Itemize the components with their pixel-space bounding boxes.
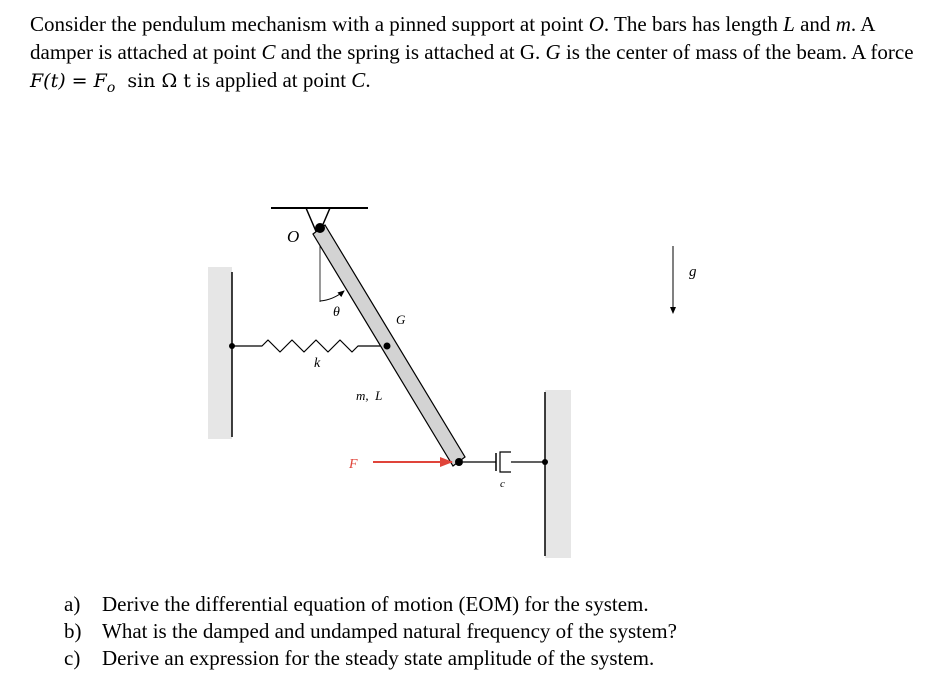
question-label: a) — [64, 592, 81, 616]
question-text: What is the damped and undamped natural frequency of the system? — [102, 619, 677, 643]
label-theta: θ — [333, 305, 340, 320]
statement-text: Consider the pendulum mechanism with a pinned support at point — [30, 12, 584, 36]
statement-text: . — [365, 68, 371, 92]
question-item — [64, 645, 677, 672]
pivot-o — [315, 223, 325, 233]
right-wall — [545, 390, 571, 558]
statement-text: and the spring is attached at G. — [280, 40, 541, 64]
question-label: c) — [64, 646, 81, 670]
force-expression-main: F(t) = F — [30, 70, 107, 92]
length-symbol: L — [783, 12, 795, 36]
label-k: k — [314, 356, 321, 371]
force-expression-sub: o — [106, 79, 116, 96]
question-item — [64, 591, 677, 618]
spring-wall-joint — [229, 343, 235, 349]
question-text: Derive an expression for the steady state amplitude of the system. — [102, 646, 655, 670]
statement-text: and — [800, 12, 831, 36]
statement-text: is applied at point — [196, 68, 347, 92]
point-g-dot — [384, 343, 391, 350]
label-damper-c: c — [500, 478, 505, 490]
point-c-symbol: C — [351, 68, 366, 92]
point-o-symbol: O — [588, 12, 604, 36]
label-g: G — [396, 312, 406, 327]
questions-list — [64, 591, 677, 672]
point-c-dot — [455, 458, 463, 466]
question-label: b) — [64, 619, 82, 643]
left-wall — [208, 267, 232, 439]
point-g-symbol: G — [545, 40, 561, 64]
damper-wall-joint — [542, 459, 548, 465]
label-mass-length: m, L — [356, 388, 383, 403]
theta-arc — [320, 291, 344, 301]
force-expression-sin: sin Ω t — [127, 70, 191, 92]
label-gravity: g — [689, 264, 697, 280]
question-item — [64, 618, 677, 645]
statement-text: . A damper is attached at point — [30, 12, 875, 64]
point-c-symbol: C — [261, 40, 276, 64]
statement-text: . The bars has length — [603, 12, 778, 36]
label-force: F — [349, 457, 358, 472]
spring — [232, 340, 386, 352]
damper-cylinder — [500, 452, 511, 472]
mass-symbol: m — [835, 12, 851, 36]
question-text: Derive the differential equation of motion (EOM) for the system. — [102, 592, 649, 616]
label-o: O — [287, 227, 300, 246]
statement-text: is the center of mass of the beam. A force — [565, 40, 914, 64]
